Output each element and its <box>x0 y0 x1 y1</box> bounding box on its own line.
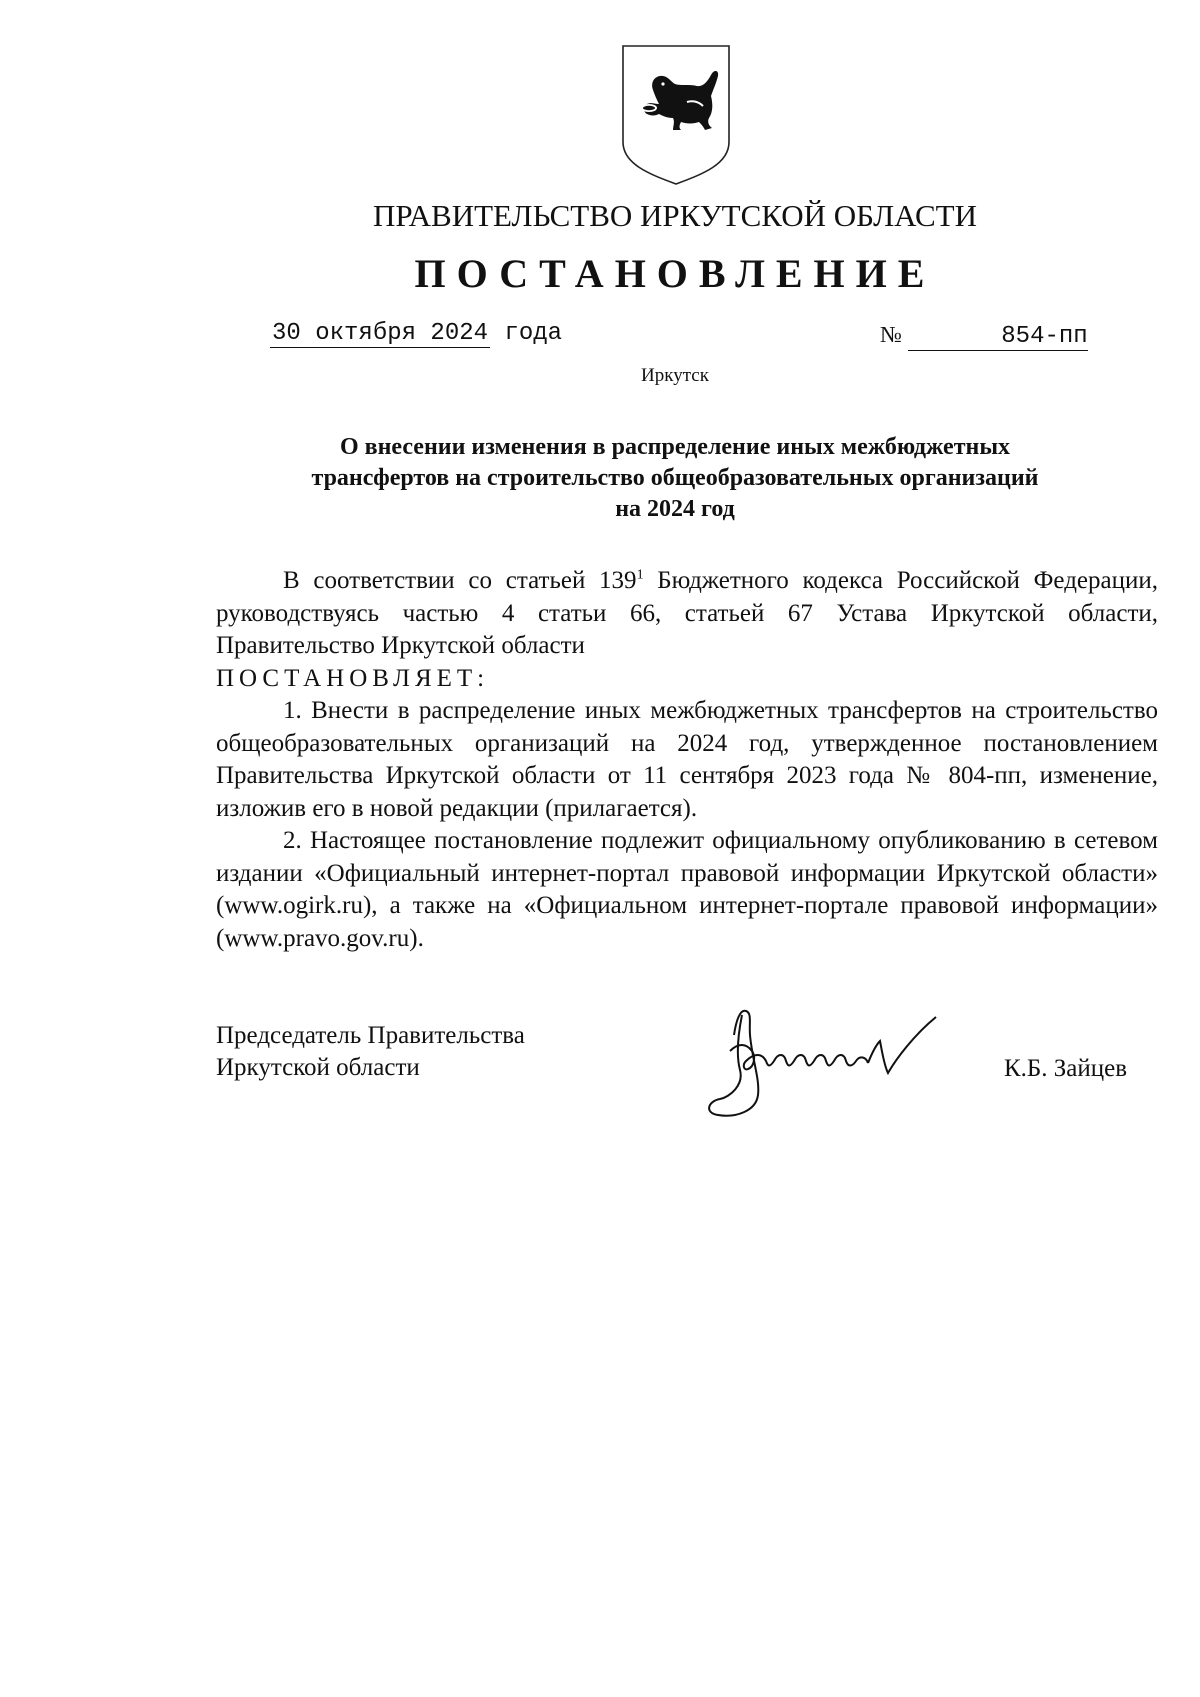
document-body <box>216 565 1158 955</box>
number-value: 854-пп <box>908 323 1088 351</box>
date-suffix: года <box>504 320 563 347</box>
number-sign: № <box>880 322 902 347</box>
document-type: ПОСТАНОВЛЕНИЕ <box>414 251 936 296</box>
item-paragraph-2: 2. Настоящее постановление подлежит официальному опубликованию в сетевом издании «Официальный интернет-портал правовой информации Иркутской области» (www.ogirk.ru), а также на «Официальном интернет-портале правовой информации» (www.pravo.gov.ru). <box>216 827 1158 952</box>
item-paragraph-1: 1. Внести в распределение иных межбюджетных трансфертов на строительство общеобразовательных организаций на 2024 год, утвержденное постановлением Правительства Иркутской области от 11 сентября 2023 года № 804-пп, изменение, изложив его в новой редакции (прилагается). <box>216 697 1158 822</box>
document-date <box>270 320 562 347</box>
handwritten-signature <box>700 995 980 1120</box>
signer-name: К.Б. Зайцев <box>1004 1055 1128 1082</box>
subject-line: О внесении изменения в распределение иных межбюджетных <box>339 434 1011 460</box>
article-superscript: 1 <box>636 567 644 583</box>
decree-word: ПОСТАНОВЛЯЕТ: <box>216 664 490 692</box>
preamble-text-cont: Бюджетного кодекса Российской Федерации, руководствуясь частью 4 статьи 66, статьей 67 Устава Иркутской области, Правительство Иркутской области <box>216 567 1158 659</box>
subject-line: трансфертов на строительство общеобразовательных организаций <box>311 465 1039 491</box>
irkutsk-coat-of-arms-icon <box>617 42 735 188</box>
preamble-paragraph <box>216 565 1158 663</box>
subject-line: на 2024 год <box>615 496 735 522</box>
org-name: ПРАВИТЕЛЬСТВО ИРКУТСКОЙ ОБЛАСТИ <box>372 198 977 233</box>
signer-title-line: Председатель Правительства <box>216 1022 525 1049</box>
document-subject <box>225 432 1125 525</box>
document-number <box>880 322 1088 351</box>
date-value: 30 октября 2024 <box>272 320 489 347</box>
preamble-text: В соответствии со статьей 139 <box>283 567 637 594</box>
signer-title-line: Иркутской области <box>216 1054 420 1081</box>
signer-title <box>216 1020 525 1084</box>
city: Иркутск <box>641 365 709 386</box>
